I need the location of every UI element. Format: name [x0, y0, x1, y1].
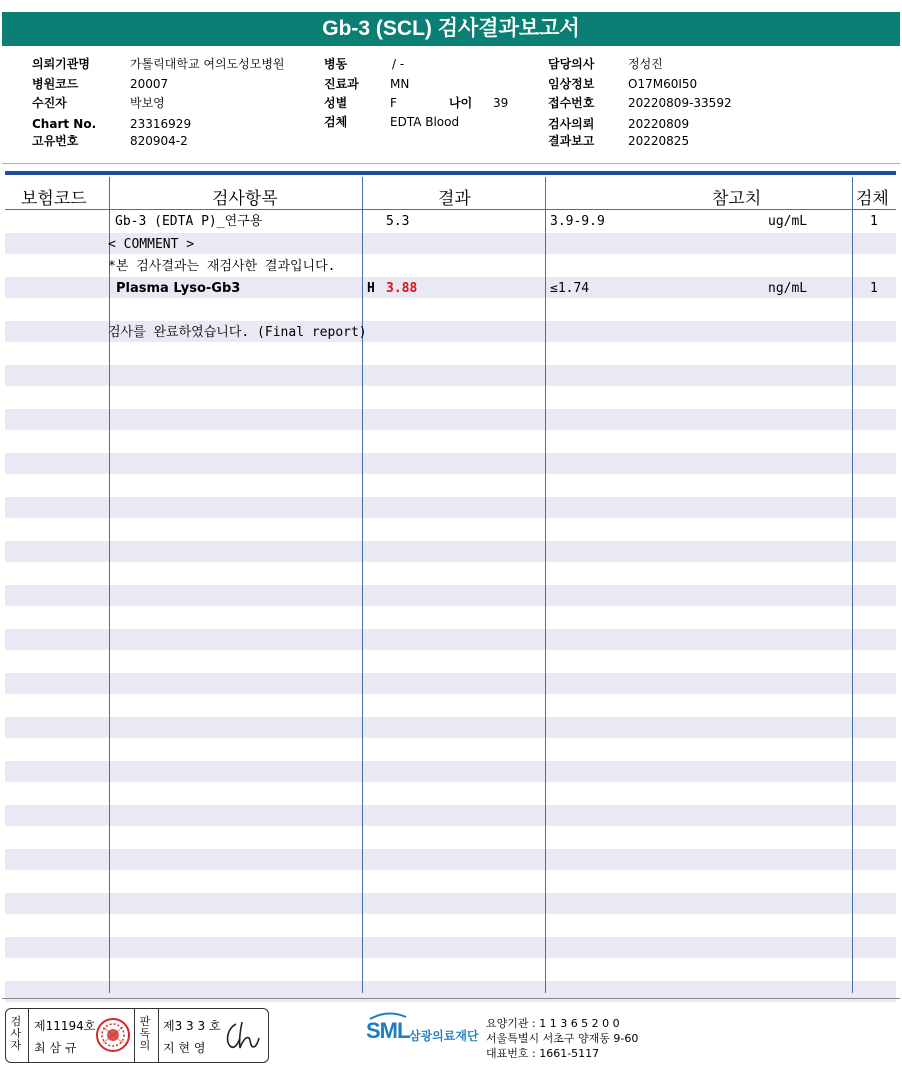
header-value-unique-no: 820904-2: [130, 134, 188, 148]
header-label-institution: 의뢰기관명: [32, 57, 90, 71]
row1-unit: ug/mL: [768, 214, 808, 229]
column-header-reference: 참고치: [712, 189, 762, 209]
examiner-license-no: 제11194호: [34, 1019, 96, 1033]
row-stripe: [5, 937, 896, 958]
row2-unit: ng/mL: [768, 281, 808, 296]
header-value-patient: 박보영: [130, 96, 165, 110]
table-top-rule: [5, 171, 896, 175]
institution-code: 요양기관 : 1 1 3 6 5 2 0 0: [486, 1017, 620, 1030]
comment-text: *본 검사결과는 재검사한 결과입니다.: [108, 259, 336, 274]
header-label-ward: 병동: [324, 57, 348, 71]
column-divider-reference: [852, 177, 853, 993]
header-label-hospital-code: 병원코드: [32, 77, 79, 91]
row-stripe: [5, 453, 896, 474]
row1-reference: 3.9-9.9: [550, 214, 605, 229]
footer-divider: [2, 998, 900, 999]
examiner-label: 검사자: [10, 1015, 22, 1052]
header-label-sex: 성별: [324, 96, 348, 110]
row1-result: 5.3: [386, 214, 410, 229]
header-label-doctor: 담당의사: [548, 57, 595, 71]
reviewer-label: 판독의: [139, 1015, 151, 1052]
header-label-request-date: 검사의뢰: [548, 117, 595, 131]
row-stripe: [5, 805, 896, 826]
high-flag: H: [367, 281, 375, 296]
header-value-request-date: 20220809: [628, 117, 690, 131]
report-title: Gb-3 (SCL) 검사결과보고서: [2, 12, 900, 46]
column-header-specimen: 검체: [856, 189, 889, 209]
header-label-clinical-info: 임상정보: [548, 77, 595, 91]
table-header-rule: [5, 209, 896, 210]
header-value-report-date: 20220825: [628, 134, 690, 148]
header-value-age: 39: [493, 96, 509, 110]
row-stripe: [5, 497, 896, 518]
row-stripe: [5, 585, 896, 606]
signature-divider-3: [158, 1008, 159, 1063]
column-header-insurance-code: 보험코드: [21, 189, 87, 209]
row-stripe: [5, 717, 896, 738]
column-header-test-item: 검사항목: [212, 189, 278, 209]
handwritten-signature-icon: [222, 1018, 262, 1054]
header-value-sex: F: [390, 96, 397, 110]
organization-name: 삼광의료재단: [409, 1029, 479, 1043]
seal-stamp-icon: [95, 1017, 131, 1053]
phone: 대표번호 : 1661-5117: [486, 1047, 600, 1060]
row-stripe: [5, 541, 896, 562]
signature-divider-1: [28, 1008, 29, 1063]
signature-divider-2: [134, 1008, 135, 1063]
row-stripe: [5, 849, 896, 870]
column-divider-result: [545, 177, 546, 993]
row-stripe: [5, 629, 896, 650]
address: 서울특별시 서초구 양재동 9-60: [486, 1032, 639, 1045]
header-label-chart-no: Chart No.: [32, 117, 97, 131]
comment-label: < COMMENT >: [108, 237, 195, 252]
header-value-hospital-code: 20007: [130, 77, 169, 91]
row-stripe: [5, 673, 896, 694]
column-header-result: 결과: [438, 189, 471, 209]
header-label-receipt-no: 접수번호: [548, 96, 595, 110]
row2-result: 3.88: [386, 281, 418, 296]
header-value-institution: 가톨릭대학교 여의도성모병원: [130, 57, 285, 71]
column-divider-code: [109, 177, 110, 993]
reviewer-name: 지 현 영: [163, 1041, 206, 1055]
header-label-unique-no: 고유번호: [32, 134, 79, 148]
header-value-department: MN: [390, 77, 410, 91]
header-label-patient: 수진자: [32, 96, 67, 110]
row1-item: Gb-3 (EDTA P)_연구용: [115, 214, 263, 229]
logo-swoosh-icon: [368, 1011, 408, 1021]
row-stripe: [5, 893, 896, 914]
header-value-ward: / -: [392, 57, 405, 71]
header-label-report-date: 결과보고: [548, 134, 595, 148]
reviewer-license-no: 제3 3 3 호: [163, 1019, 221, 1033]
row2-specimen: 1: [870, 281, 878, 296]
row-stripe: [5, 761, 896, 782]
header-value-receipt-no: 20220809-33592: [628, 96, 732, 110]
row2-reference: ≤1.74: [550, 281, 590, 296]
sml-logo: SML: [366, 1018, 410, 1043]
examiner-name: 최 삼 규: [34, 1041, 77, 1055]
column-divider-item: [362, 177, 363, 993]
final-report-note: 검사를 완료하였습니다. (Final report): [108, 325, 367, 340]
row1-specimen: 1: [870, 214, 878, 229]
header-label-department: 진료과: [324, 77, 359, 91]
header-value-chart-no: 23316929: [130, 117, 192, 131]
header-label-specimen: 검체: [324, 115, 348, 129]
header-label-age: 나이: [449, 96, 473, 110]
row2-item: Plasma Lyso-Gb3: [116, 281, 241, 296]
header-value-specimen: EDTA Blood: [390, 115, 460, 129]
row-stripe: [5, 365, 896, 386]
header-value-doctor: 정성진: [628, 57, 663, 71]
row-stripe: [5, 409, 896, 430]
header-value-clinical-info: O17M60I50: [628, 77, 698, 91]
header-divider: [2, 163, 900, 164]
